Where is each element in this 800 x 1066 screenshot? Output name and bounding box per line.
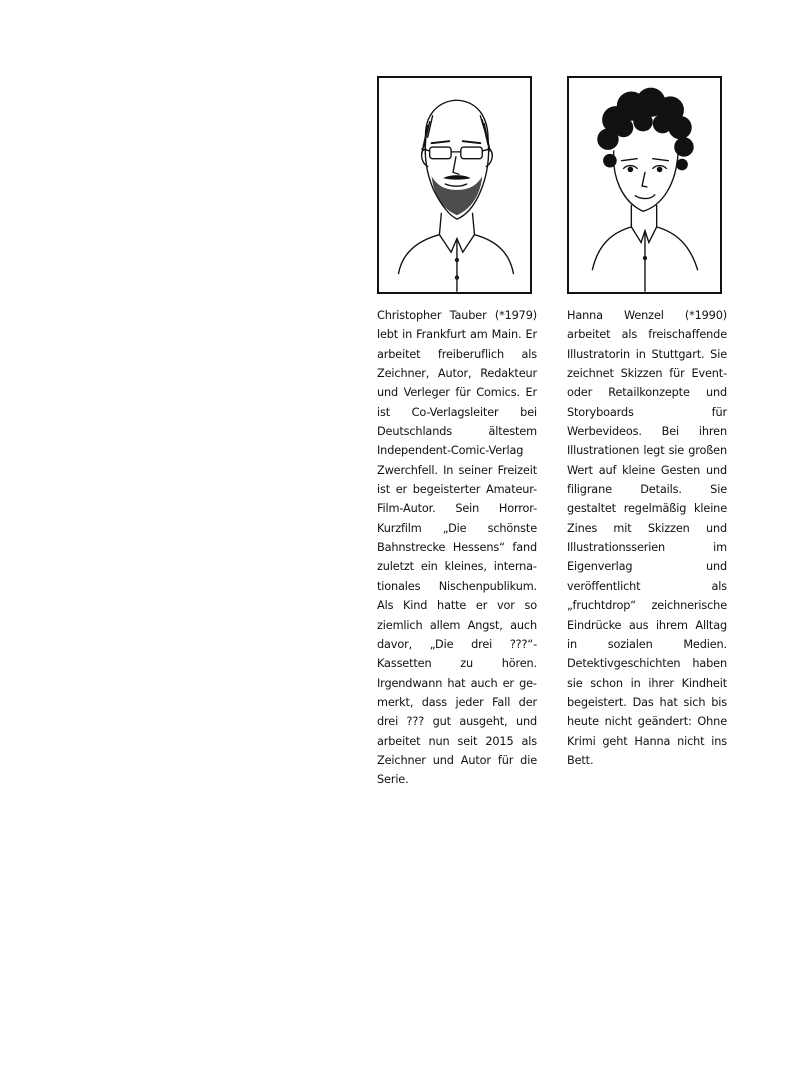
woman-portrait-sketch-icon [569, 78, 720, 292]
portrait-christopher-tauber [377, 76, 532, 294]
author-bio-hanna-wenzel: Hanna Wenzel (*1990) arbeitet als freischaffende Illustratorin in Stuttgart. Sie zeichnet Skizzen für Event- oder Retailkonzepte und Storyboards für Werbevideos. Bei ihren Illustrationen legt sie großen Wert auf kleine Gesten und filigrane Details. Sie gestaltet regelmäßig kleine Zines mit Skizzen und Illustrationsserien im Eigenverlag und veröffentlicht als „fruchtdrop“ zeichnerische Eindrücke aus ihrem Alltag in sozialen Medien. Detektivgeschichten haben sie schon in ihrer Kindheit begeistert. Das hat sich bis heute nicht geändert: Ohne Krimi geht Hanna nicht ins Bett. [567, 309, 727, 767]
author-bio-christopher-tauber: Christopher Tauber (*1979) lebt in Frankfurt am Main. Er arbeitet freiberuflich als Zeichner, Autor, Redakteur und Verleger für Comics. Er ist Co-Verlagsleiter bei Deutschlands ältestem Independent-Comic-Verlag Zwerchfell. In seiner Freizeit ist er begeisterter Amateur-Film-Autor. Sein Horror-Kurzfilm „Die schönste Bahnstrecke Hessens“ fand zuletzt ein kleines, internationales Nischenpublikum. Als Kind hatte er vor so ziemlich allem Angst, auch davor, „Die drei ???“-Kassetten zu hören. Irgendwann hat auch er gemerkt, dass jeder Fall der drei ??? gut ausgeht, und arbeitet nun seit 2015 als Zeichner und Autor für die Serie. [377, 309, 537, 787]
man-portrait-sketch-icon [379, 78, 530, 292]
portrait-hanna-wenzel [567, 76, 722, 294]
